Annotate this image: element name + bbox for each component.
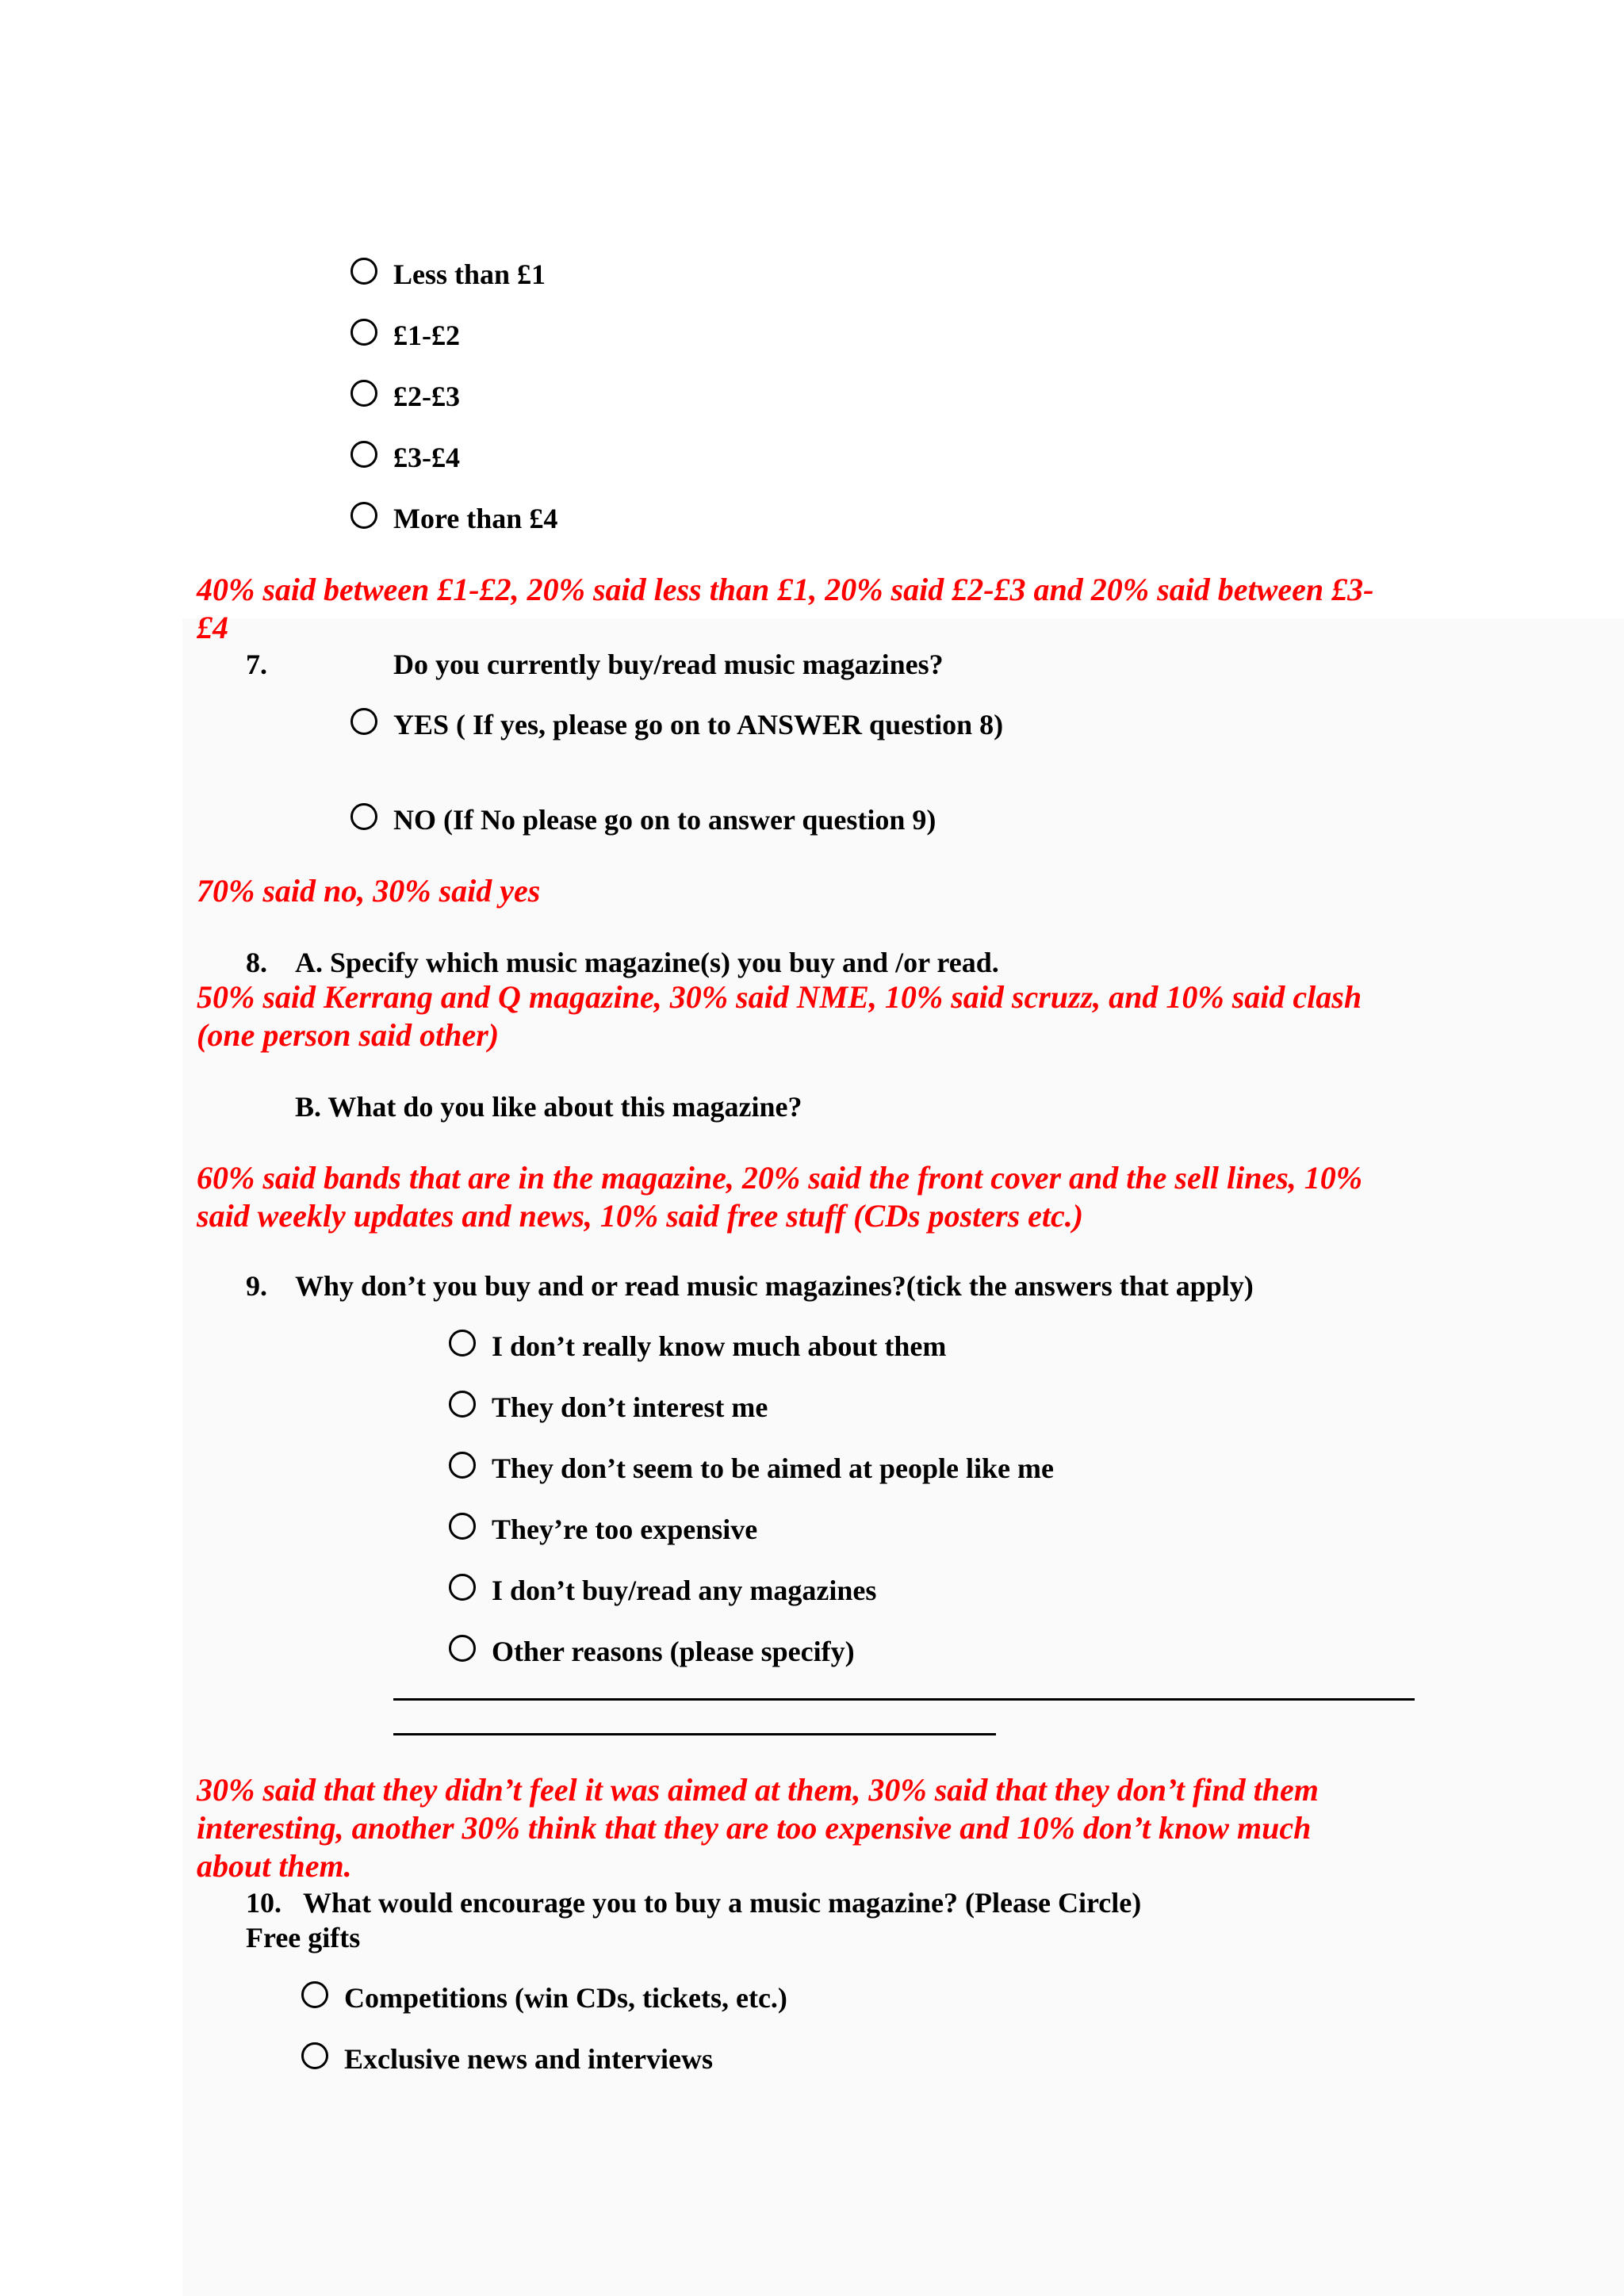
radio-yes[interactable] — [350, 708, 377, 735]
question-text: A. Specify which music magazine(s) you buy and /or read. — [295, 947, 999, 978]
radio-competitions[interactable] — [301, 1981, 328, 2008]
radio-3-4[interactable] — [350, 441, 377, 468]
option-label: They’re too expensive — [492, 1513, 758, 1545]
radio-no-magazines[interactable] — [449, 1574, 476, 1601]
radio-less-than-1[interactable] — [350, 258, 377, 285]
q8b-result: said weekly updates and news, 10% said free stuff (CDs posters etc.) — [197, 1198, 1084, 1234]
q9-result: about them. — [197, 1848, 352, 1884]
question-text: What would encourage you to buy a music magazine? (Please Circle) — [303, 1887, 1142, 1919]
option-label: £1-£2 — [393, 320, 460, 351]
option-label: Competitions (win CDs, tickets, etc.) — [344, 1982, 787, 2014]
question-text: Why don’t you buy and or read music magazines?(tick the answers that apply) — [295, 1270, 1254, 1302]
option-label: £3-£4 — [393, 442, 460, 473]
option-label: Other reasons (please specify) — [492, 1636, 855, 1667]
q6-result: 40% said between £1-£2, 20% said less than £1, 20% said £2-£3 and 20% said between £3- — [197, 572, 1374, 607]
radio-1-2[interactable] — [350, 319, 377, 346]
radio-more-than-4[interactable] — [350, 502, 377, 529]
option-label: £2-£3 — [393, 381, 460, 412]
radio-other-reasons[interactable] — [449, 1635, 476, 1662]
radio-2-3[interactable] — [350, 380, 377, 407]
question-text: B. What do you like about this magazine? — [295, 1091, 802, 1123]
question-number: 8. — [246, 947, 267, 978]
q8a-result: 50% said Kerrang and Q magazine, 30% said NME, 10% said scruzz, and 10% said clash — [197, 979, 1362, 1015]
option-label: They don’t interest me — [492, 1391, 768, 1423]
radio-not-aimed[interactable] — [449, 1452, 476, 1479]
option-label: YES ( If yes, please go on to ANSWER question 8) — [393, 709, 1004, 740]
q7-result: 70% said no, 30% said yes — [197, 873, 541, 909]
radio-too-expensive[interactable] — [449, 1513, 476, 1540]
option-label: I don’t buy/read any magazines — [492, 1575, 877, 1606]
option-label: I don’t really know much about them — [492, 1330, 947, 1362]
question-text: Do you currently buy/read music magazines? — [393, 649, 944, 680]
question-number: 10. — [246, 1887, 282, 1919]
radio-dont-know[interactable] — [449, 1330, 476, 1357]
option-label: They don’t seem to be aimed at people like me — [492, 1452, 1054, 1484]
option-label: NO (If No please go on to answer question 9) — [393, 804, 936, 836]
question-number: 7. — [246, 649, 267, 680]
free-gifts-label: Free gifts — [246, 1922, 361, 1954]
q9-result: interesting, another 30% think that they are too expensive and 10% don’t know much — [197, 1810, 1312, 1846]
option-label: Less than £1 — [393, 258, 546, 290]
radio-no-interest[interactable] — [449, 1391, 476, 1418]
radio-exclusive-news[interactable] — [301, 2042, 328, 2069]
option-label: More than £4 — [393, 503, 558, 534]
q8b-result: 60% said bands that are in the magazine, 20% said the front cover and the sell lines, 10% — [197, 1160, 1363, 1196]
question-number: 9. — [246, 1270, 267, 1302]
option-label: Exclusive news and interviews — [344, 2043, 714, 2075]
radio-no[interactable] — [350, 803, 377, 830]
q6-result: £4 — [197, 610, 228, 645]
answer-line[interactable] — [393, 1733, 996, 1735]
answer-line[interactable] — [393, 1698, 1415, 1701]
q9-result: 30% said that they didn’t feel it was aimed at them, 30% said that they don’t find them — [197, 1772, 1319, 1808]
q8a-result: (one person said other) — [197, 1017, 500, 1053]
